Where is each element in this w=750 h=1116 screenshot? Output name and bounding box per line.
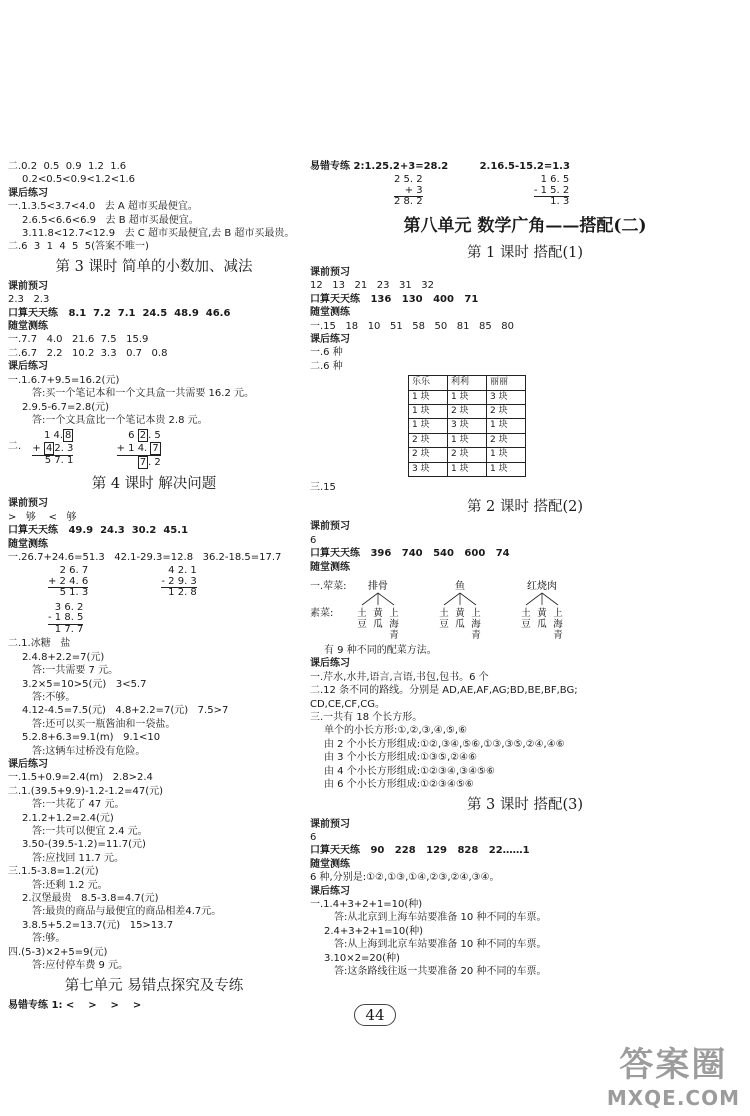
table-row (409, 448, 526, 462)
page-number-badge (0, 1004, 750, 1026)
answer-line: 4.12-4.5=7.5(元) 4.8+2.2=7(元) 7.5>7 (22, 705, 229, 717)
answer-line: 一.15 18 10 51 58 50 81 85 80 (310, 320, 514, 332)
vegetable-item-char: 海 (389, 619, 399, 631)
vegetable-item-char: 豆 (357, 619, 367, 631)
vertical-calculation: 2 5. 2 + 3 2 8. 2 (394, 174, 423, 208)
section-label: 随堂测练 (8, 321, 48, 333)
answer-line: 三.15 (310, 482, 336, 493)
answer-line: 2.3 2.3 (8, 294, 50, 306)
table-cell: 2 块 (448, 404, 487, 418)
filled-box: 2 (139, 430, 147, 442)
vegetable-item-char: 豆 (521, 619, 531, 631)
answer-line: 答:一共可以便宜 2.4 元。 (32, 826, 148, 838)
section-label: 随堂测练 (310, 307, 350, 319)
vegetable-item-char: 豆 (439, 619, 449, 631)
table-cell: 3 块 (448, 419, 487, 433)
section-label: 课后练习 (310, 333, 350, 345)
answer-line: 答:买一个笔记本和一个文具盒一共需要 16.2 元。 (32, 388, 254, 400)
answer-line: 答:一共需要 7 元。 (32, 665, 119, 677)
answer-line: 6 (310, 831, 317, 843)
answer-line: 答:一个文具盒比一个笔记本贵 2.8 元。 (32, 414, 208, 426)
answer-line: 三.1.5-3.8=1.2(元) (8, 866, 99, 878)
answer-line: 由 2 个小长方形组成:①②,③④,⑤⑥,①③,③⑤,②④,④⑥ (324, 738, 565, 750)
answer-line: 答:还剩 1.2 元。 (32, 879, 108, 891)
vegetable-item-char: 瓜 (455, 619, 465, 631)
oral-practice-line: 口算天天练 136 130 400 71 (310, 293, 479, 305)
pairing-line (362, 593, 378, 605)
filled-box: 8 (65, 430, 72, 442)
answer-line: 一.芹水,水井,语言,言语,书包,包书。6 个 (310, 671, 489, 683)
answer-line: 答:不够。 (32, 691, 76, 703)
table-cell: 1 块 (409, 404, 448, 418)
table-cell: 2 块 (448, 448, 487, 462)
unit-title: 第七单元 易错点探究及专练 (64, 977, 244, 994)
vertical-calculation: 1 4. 8 + 4 2. 3 5 7. 1 (32, 430, 74, 467)
answer-line: 2.4.8+2.2=7(元) (22, 651, 105, 663)
answer-line: 3.2×5=10>5(元) 3<5.7 (22, 678, 147, 690)
veg-label: 素菜: (310, 608, 334, 620)
answer-line: 答:应找回 11.7 元。 (32, 852, 124, 864)
section-label: 课前预习 (310, 818, 350, 830)
right-column (310, 160, 740, 978)
oral-practice-line: 口算天天练 90 228 129 828 22……1 (310, 845, 530, 857)
pairing-line (460, 593, 476, 605)
meat-item: 鱼 (455, 581, 465, 593)
answer-line: 由 4 个小长方形组成:①②③④,③④⑤⑥ (324, 765, 495, 777)
answer-line: 答:最贵的商品与最便宜的商品相差4.7元。 (32, 906, 222, 918)
answer-line: 答:还可以买一瓶酱油和一袋盐。 (32, 718, 176, 730)
vertical-calculation: 1 6. 5 - 1 5. 2 1. 3 (533, 174, 570, 208)
vegetable-item-char: 上 (553, 608, 563, 620)
watermark-logo-text: 答案圈 (619, 1045, 728, 1085)
answer-line: 答:从上海到北京车站要准备 10 种不同的车票。 (334, 939, 547, 951)
section-label: 课前预习 (8, 498, 48, 510)
vegetable-item-char: 海 (471, 619, 481, 631)
section-label: 课后练习 (310, 658, 350, 670)
page-number: 44 (354, 1004, 395, 1026)
answer-line: 二.1.冰糖 盐 (8, 638, 71, 650)
vertical-calculation: 3 6. 2 - 1 8. 5 1 7. 7 (48, 601, 84, 635)
answer-line: 易错专练 1: < > > > (8, 999, 142, 1011)
lesson-title: 第 4 课时 解决问题 (91, 476, 217, 493)
answer-line: 二.6 3 1 4 5 5(答案不唯一) (8, 241, 149, 253)
answer-line: 2.1.2+1.2=2.4(元) (22, 812, 114, 824)
vegetable-item-char: 青 (389, 630, 399, 642)
lesson-title: 第 3 课时 简单的小数加、减法 (55, 258, 253, 275)
answer-line: 2.汉堡最贵 8.5-3.8=4.7(元) (22, 893, 159, 905)
vegetable-item-char: 土 (521, 608, 531, 620)
vertical-calc-group (8, 427, 300, 471)
filled-box: 7 (152, 443, 159, 455)
vegetable-item-char: 黄 (537, 608, 547, 620)
table-row (409, 419, 526, 433)
table-cell: 1 块 (487, 448, 526, 462)
pairing-line (444, 593, 460, 605)
oral-practice-line: 口算天天练 49.9 24.3 30.2 45.1 (8, 525, 189, 537)
combination-table (408, 375, 526, 477)
answer-line: 一.1.3.5<3.7<4.0 去 A 超市买最便宜。 (8, 201, 198, 213)
answer-line: 答:应付停车费 9 元。 (32, 960, 129, 972)
answer-line: 2.6.5<6.6<6.9 去 B 超市买最便宜。 (22, 214, 199, 226)
table-cell: 2 块 (409, 433, 448, 447)
oral-practice-line: 口算天天练 396 740 540 600 74 (310, 548, 510, 560)
section-label: 课后练习 (8, 759, 48, 770)
table-row (409, 390, 526, 404)
section-label: 课后练习 (8, 361, 48, 373)
vegetable-item-char: 海 (553, 619, 563, 631)
answer-line: 二.12 条不同的路线。分别是 AD,AE,AF,AG;BD,BE,BF,BG; (310, 685, 578, 697)
answer-line: 二.6.7 2.2 10.2 3.3 0.7 0.8 (8, 347, 168, 359)
answer-line: 一.26.7+24.6=51.3 42.1-29.3=12.8 36.2-18.5=17.7 (8, 551, 282, 563)
table-header-cell: 丽丽 (487, 376, 526, 390)
answer-line: 二.6 种 (310, 360, 343, 372)
filled-box: 4 (45, 443, 53, 455)
question-number: 二. (8, 441, 22, 453)
answer-line: 四.(5-3)×2+5=9(元) (8, 946, 108, 958)
pairing-tree (354, 578, 614, 642)
meat-label: 一.荤菜: (310, 581, 347, 593)
vegetable-item-char: 黄 (455, 608, 465, 620)
meat-item: 排骨 (368, 581, 388, 593)
answer-line: 由 6 个小长方形组成:①②③④⑤⑥ (324, 779, 474, 791)
answer-line: 12 13 21 23 31 32 (310, 280, 435, 292)
vegetable-item-char: 土 (357, 608, 367, 620)
section-label: 随堂测练 (310, 858, 350, 870)
section-label: 课后练习 (310, 885, 350, 897)
vertical-calculation: 6 2 . 5 + 1 4. 7 7 . 2 (116, 430, 161, 469)
table-header-row (409, 376, 526, 390)
vegetable-item-char: 黄 (373, 608, 383, 620)
lesson-title: 第 2 课时 搭配(2) (466, 499, 584, 516)
answer-line: 一.1.4+3+2+1=10(种) (310, 898, 423, 910)
answer-line: 6 (310, 534, 317, 546)
answer-line: 6 种,分别是:①②,①③,①④,②③,②④,③④。 (310, 872, 500, 884)
table-cell: 2 块 (487, 404, 526, 418)
left-column (8, 160, 300, 1012)
vertical-calculation: 2 6. 7 + 2 4. 6 5 1. 3 (48, 565, 89, 599)
table-cell: 2 块 (487, 433, 526, 447)
table-header-cell: 乐乐 (409, 376, 448, 390)
lesson-title: 第 3 课时 搭配(3) (466, 796, 584, 813)
filled-box: 7 (139, 457, 147, 469)
vegetable-item-char: 瓜 (537, 619, 547, 631)
vertical-calc-group (8, 564, 300, 637)
answer-line: CD,CE,CF,CG。 (310, 698, 385, 710)
vegetable-item-char: 土 (439, 608, 449, 620)
vegetable-item-char: 上 (471, 608, 481, 620)
answer-line: 答:够。 (32, 933, 66, 945)
vegetable-item-char: 上 (389, 608, 399, 620)
vegetable-item-char: 瓜 (373, 619, 383, 631)
answer-line: 一.7.7 4.0 21.6 7.5 15.9 (8, 334, 149, 346)
table-cell: 1 块 (409, 419, 448, 433)
answer-line: 3.11.8<12.7<12.9 去 C 超市买最便宜,去 B 超市买最贵。 (22, 228, 295, 240)
oral-practice-line: 口算天天练 8.1 7.2 7.1 24.5 48.9 46.6 (8, 307, 231, 319)
table-header-cell: 利利 (448, 376, 487, 390)
vegetable-item-char: 青 (553, 630, 563, 642)
answer-line: 3.10×2=20(种) (324, 952, 400, 964)
answer-line: 二.1.(39.5+9.9)-1.2-1.2=47(元) (8, 785, 163, 797)
pairing-line (542, 593, 558, 605)
answer-line: 一.6 种 (310, 347, 343, 359)
answer-line: 5.2.8+6.3=9.1(m) 9.1<10 (22, 732, 161, 744)
table-cell: 1 块 (487, 462, 526, 476)
section-label: 课前预习 (310, 266, 350, 278)
answer-line: 答:一共花了 47 元。 (32, 799, 125, 811)
watermark (607, 1037, 740, 1110)
table-row (409, 404, 526, 418)
answer-line: 2.9.5-6.7=2.8(元) (22, 401, 110, 413)
answer-line: > 够 < 够 (8, 511, 77, 523)
pairing-diagram (310, 578, 740, 642)
answer-line: 一.1.6.7+9.5=16.2(元) (8, 374, 120, 386)
answer-line: 3.8.5+5.2=13.7(元) 15>13.7 (22, 919, 174, 931)
section-label: 随堂测练 (310, 561, 350, 573)
answer-line: 易错专练 2:1.25.2+3=28.2 2.16.5-15.2=1.3 (310, 161, 570, 172)
table-cell: 3 块 (487, 390, 526, 404)
watermark-url: MXQE.COM (606, 1086, 740, 1110)
table-row (409, 462, 526, 476)
answer-line: 二.0.2 0.5 0.9 1.2 1.6 (8, 161, 127, 172)
vegetable-item-char: 青 (471, 630, 481, 642)
table-cell: 1 块 (448, 433, 487, 447)
pairing-line (526, 593, 542, 605)
table-cell: 1 块 (448, 462, 487, 476)
table-cell: 3 块 (409, 462, 448, 476)
answer-line: 2.4+3+2+1=10(种) (324, 925, 424, 937)
answer-line: 答:这辆车过桥没有危险。 (32, 745, 146, 757)
table-row (409, 433, 526, 447)
answer-line: 一.1.5+0.9=2.4(m) 2.8>2.4 (8, 772, 153, 784)
table-cell: 1 块 (448, 390, 487, 404)
table-cell: 2 块 (409, 448, 448, 462)
section-label: 课前预习 (8, 280, 48, 292)
vertical-calculation: 4 2. 1 - 2 9. 3 1 2. 8 (161, 565, 197, 599)
section-label: 课后练习 (8, 187, 48, 199)
pairing-line (378, 593, 394, 605)
answer-line: 单个的小长方形:①,②,③,④,⑤,⑥ (324, 725, 468, 737)
answer-line: 三.一共有 18 个长方形。 (310, 712, 423, 724)
table-cell: 1 块 (409, 390, 448, 404)
meat-item: 红烧肉 (527, 581, 557, 593)
answer-line: 答:从北京到上海车站要准备 10 种不同的车票。 (334, 912, 547, 924)
answer-line: 答:这条路线往返一共要准备 20 种不同的车票。 (334, 965, 547, 977)
vertical-calc-group (310, 173, 740, 210)
answer-line: 3.50-(39.5-1.2)=11.7(元) (22, 839, 146, 851)
unit-title: 第八单元 数学广角——搭配(二) (403, 215, 647, 236)
section-label: 课前预习 (310, 521, 350, 533)
table-cell: 1 块 (487, 419, 526, 433)
section-label: 随堂测练 (8, 538, 48, 550)
lesson-title: 第 1 课时 搭配(1) (466, 244, 584, 261)
answer-line: 0.2<0.5<0.9<1.2<1.6 (22, 174, 136, 186)
answer-line: 由 3 个小长方形组成:①③⑤,②④⑥ (324, 752, 478, 764)
answer-line: 有 9 种不同的配菜方法。 (324, 645, 437, 657)
